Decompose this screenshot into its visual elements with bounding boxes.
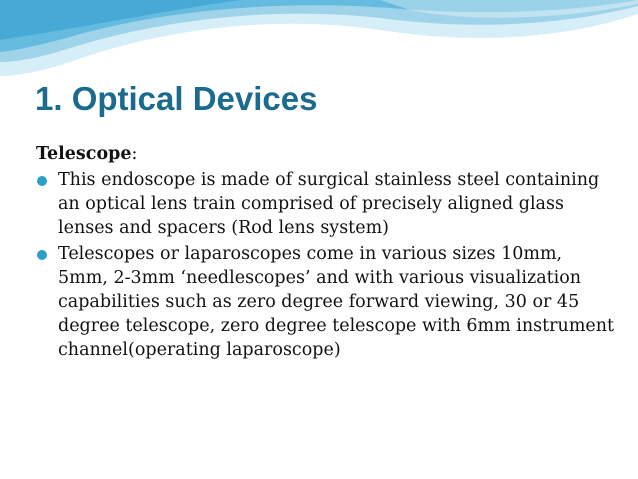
subheading-colon: : bbox=[131, 144, 138, 164]
subheading bbox=[36, 142, 616, 166]
bullet-icon bbox=[37, 250, 47, 260]
bullet-text: This endoscope is made of surgical stainless steel containing an optical lens train comprised of precisely aligned glass lenses and spacers (Rod lens system) bbox=[58, 170, 600, 238]
bullet-list bbox=[36, 168, 616, 362]
bullet-icon bbox=[37, 176, 47, 186]
slide-body bbox=[36, 142, 616, 364]
slide-title: 1. Optical Devices bbox=[35, 80, 318, 117]
header-wave-decoration bbox=[0, 0, 638, 90]
bullet-text: Telescopes or laparoscopes come in various sizes 10mm, 5mm, 2-3mm ‘needlescopes’ and with various visualization capabilities such as zero degree forward viewing, 30 or 45 degree telescope, zero degree telescope with 6mm instrument channel(operating laparoscope) bbox=[58, 244, 615, 360]
bullet-item bbox=[36, 168, 616, 240]
subheading-text: Telescope bbox=[36, 144, 132, 164]
bullet-item bbox=[36, 242, 616, 362]
